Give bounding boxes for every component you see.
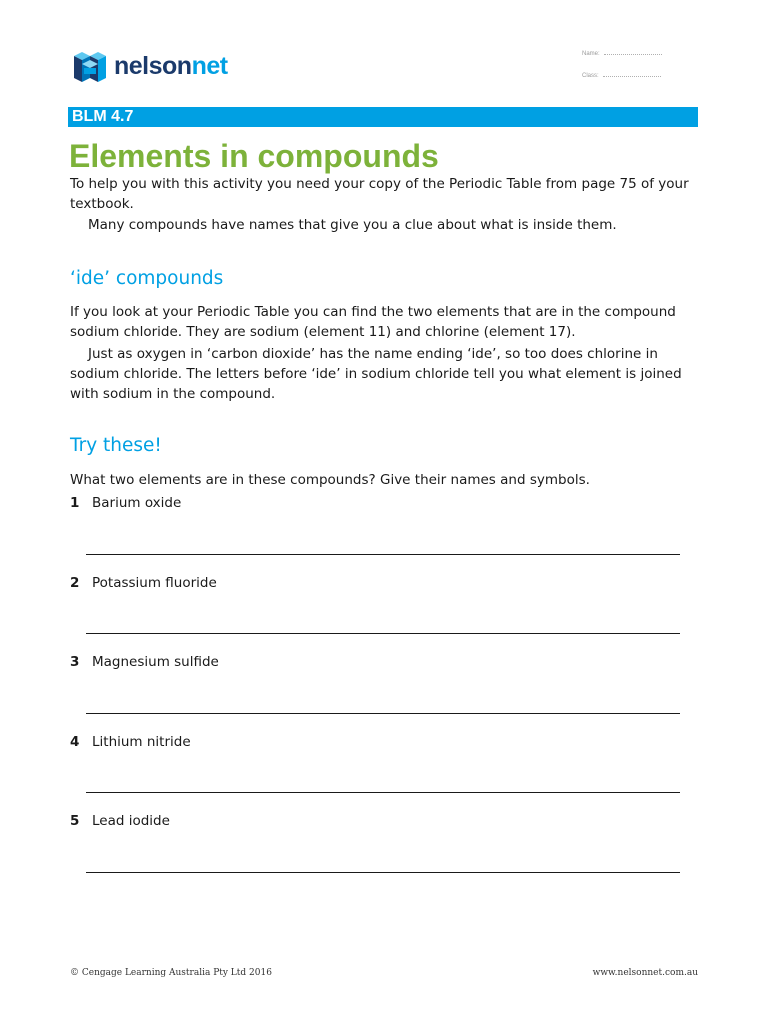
ide-paragraph-1: If you look at your Periodic Table you can find the two elements that are in the compound sodium chloride. They are sodium (element 11) and chlorine (element 17).: [70, 304, 676, 340]
question-number: 3: [70, 654, 80, 670]
question-number: 2: [70, 575, 80, 591]
ide-paragraph-2: [70, 344, 706, 404]
answer-line[interactable]: [86, 633, 680, 634]
class-label: Class:: [582, 73, 599, 79]
question-text: Magnesium sulfide: [92, 654, 219, 670]
name-label: Name:: [582, 51, 600, 57]
try-these-instruction: What two elements are in these compounds? Give their names and symbols.: [70, 472, 590, 488]
blm-band: [68, 107, 698, 127]
question-number: 5: [70, 813, 80, 829]
question-text: Barium oxide: [92, 495, 182, 511]
footer-copyright: © Cengage Learning Australia Pty Ltd 2016: [70, 968, 272, 978]
nelsonnet-logo: [70, 44, 260, 88]
answer-line[interactable]: [86, 872, 680, 873]
name-field: [582, 50, 662, 58]
answer-line[interactable]: [86, 713, 680, 714]
name-fill-line: [604, 54, 662, 55]
question-text: Lithium nitride: [92, 734, 191, 750]
ide-paragraph-2-text: Just as oxygen in ‘carbon dioxide’ has the name ending ‘ide’, so too does chlorine in sodium chloride. The letters before ‘ide’ in sodium chloride tell you what element is joined with sodium in the compound.: [70, 346, 682, 402]
answer-line[interactable]: [86, 792, 680, 793]
question-number: 4: [70, 734, 80, 750]
ide-compounds-heading: ‘ide’ compounds: [70, 268, 224, 289]
question-text: Lead iodide: [92, 813, 170, 829]
class-fill-line: [603, 76, 661, 77]
class-field: [582, 72, 661, 80]
page-title: Elements in compounds: [69, 138, 439, 174]
answer-line[interactable]: [86, 554, 680, 555]
blm-label: BLM 4.7: [72, 108, 134, 125]
intro-paragraph-2: Many compounds have names that give you a clue about what is inside them.: [88, 217, 617, 233]
intro-paragraph: To help you with this activity you need your copy of the Periodic Table from page 75 of your textbook.: [70, 176, 689, 212]
footer-website-link[interactable]: www.nelsonnet.com.au: [592, 968, 698, 978]
logo-text-net: net: [191, 52, 228, 80]
nelsonnet-cube-logo-icon: [70, 48, 110, 86]
question-number: 1: [70, 495, 80, 511]
question-text: Potassium fluoride: [92, 575, 217, 591]
logo-wordmark: [114, 48, 228, 84]
try-these-heading: Try these!: [70, 435, 162, 456]
logo-text-nelson: nelson: [114, 52, 192, 80]
